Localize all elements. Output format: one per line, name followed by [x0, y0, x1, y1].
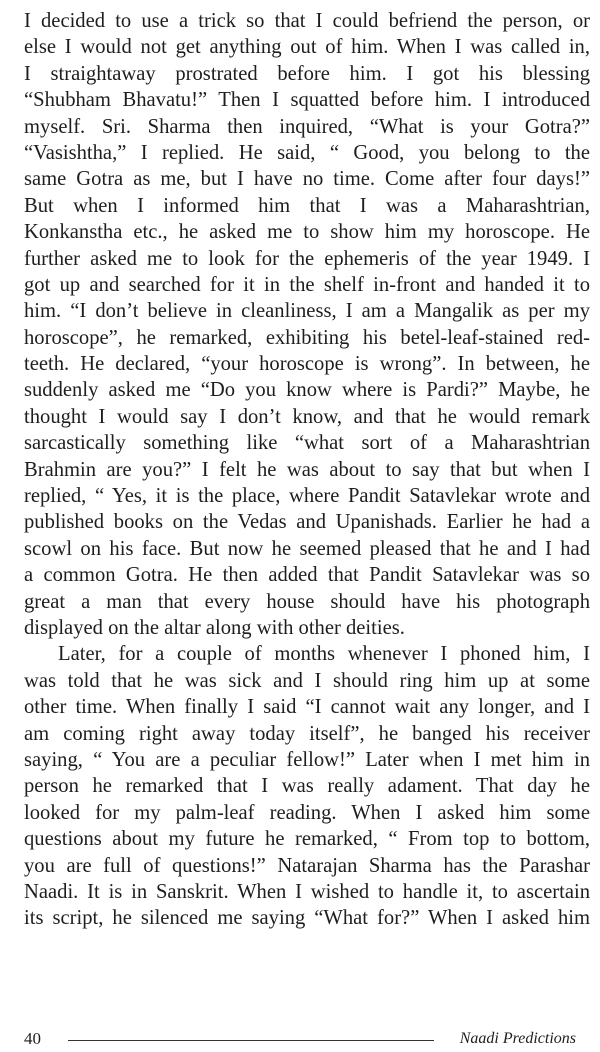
text-line: same Gotra as me, but I have no time. Come after four days!” [24, 168, 590, 191]
page-number: 40 [24, 1029, 41, 1048]
page-footer [24, 1025, 576, 1051]
body-text [24, 8, 590, 932]
text-line: scowl on his face. But now he seemed pleased that he and I had [24, 537, 590, 560]
text-line: else I would not get anything out of him. When I was called in, [24, 36, 590, 59]
text-line: But when I informed him that I was a Maharashtrian, [24, 194, 590, 217]
text-line: Naadi. It is in Sanskrit. When I wished to handle it, to ascertain [24, 880, 590, 903]
text-line: I straightaway prostrated before him. I got his blessing [24, 62, 590, 85]
text-line: suddenly asked me “Do you know where is Pardi?” Maybe, he [24, 379, 590, 402]
text-line: you are full of questions!” Natarajan Sharma has the Parashar [24, 854, 590, 877]
text-line: other time. When finally I said “I cannot wait any longer, and I [24, 696, 590, 719]
text-line: him. “I don’t believe in cleanliness, I am a Mangalik as per my [24, 300, 590, 323]
running-title: Naadi Predictions [459, 1030, 576, 1047]
paragraph [24, 641, 590, 931]
text-line: saying, “ You are a peculiar fellow!” Later when I met him in [24, 748, 590, 771]
text-line: looked for my palm-leaf reading. When I asked him some [24, 801, 590, 824]
text-line: person he remarked that I was really adament. That day he [24, 775, 590, 798]
text-line: myself. Sri. Sharma then inquired, “What is your Gotra?” [24, 115, 590, 138]
text-line: Konkanstha etc., he asked me to show him my horoscope. He [24, 221, 590, 244]
text-line: “Shubham Bhavatu!” Then I squatted before him. I introduced [24, 89, 590, 112]
text-line: replied, “ Yes, it is the place, where Pandit Satavlekar wrote and [24, 485, 590, 508]
text-line: teeth. He declared, “your horoscope is wrong”. In between, he [24, 353, 590, 376]
text-line: was told that he was sick and I should ring him up at some [24, 669, 590, 692]
text-line: sarcastically something like “what sort of a Maharashtrian [24, 432, 590, 455]
footer-rule [68, 1040, 434, 1041]
text-line: horoscope”, he remarked, exhibiting his betel-leaf-stained red- [24, 326, 590, 349]
text-line: its script, he silenced me saying “What for?” When I asked him [24, 907, 590, 930]
text-line: Brahmin are you?” I felt he was about to say that but when I [24, 458, 590, 481]
text-line: published books on the Vedas and Upanishads. Earlier he had a [24, 511, 590, 534]
text-line: displayed on the altar along with other deities. [24, 616, 405, 639]
text-line: I decided to use a trick so that I could befriend the person, or [24, 10, 590, 32]
text-line: a common Gotra. He then added that Pandit Satavlekar was so [24, 564, 590, 587]
text-line: further asked me to look for the ephemeris of the year 1949. I [24, 247, 590, 270]
text-line: am coming right away today itself”, he banged his receiver [24, 722, 590, 745]
text-line: questions about my future he remarked, “ From top to bottom, [24, 828, 590, 851]
text-line: great a man that every house should have his photograph [24, 590, 590, 613]
text-line: thought I would say I don’t know, and that he would remark [24, 405, 590, 428]
text-line: “Vasishtha,” I replied. He said, “ Good, you belong to the [24, 141, 590, 164]
text-line: got up and searched for it in the shelf in-front and handed it to [24, 273, 590, 296]
text-line: Later, for a couple of months whenever I phoned him, I [58, 643, 590, 666]
paragraph [24, 8, 590, 641]
